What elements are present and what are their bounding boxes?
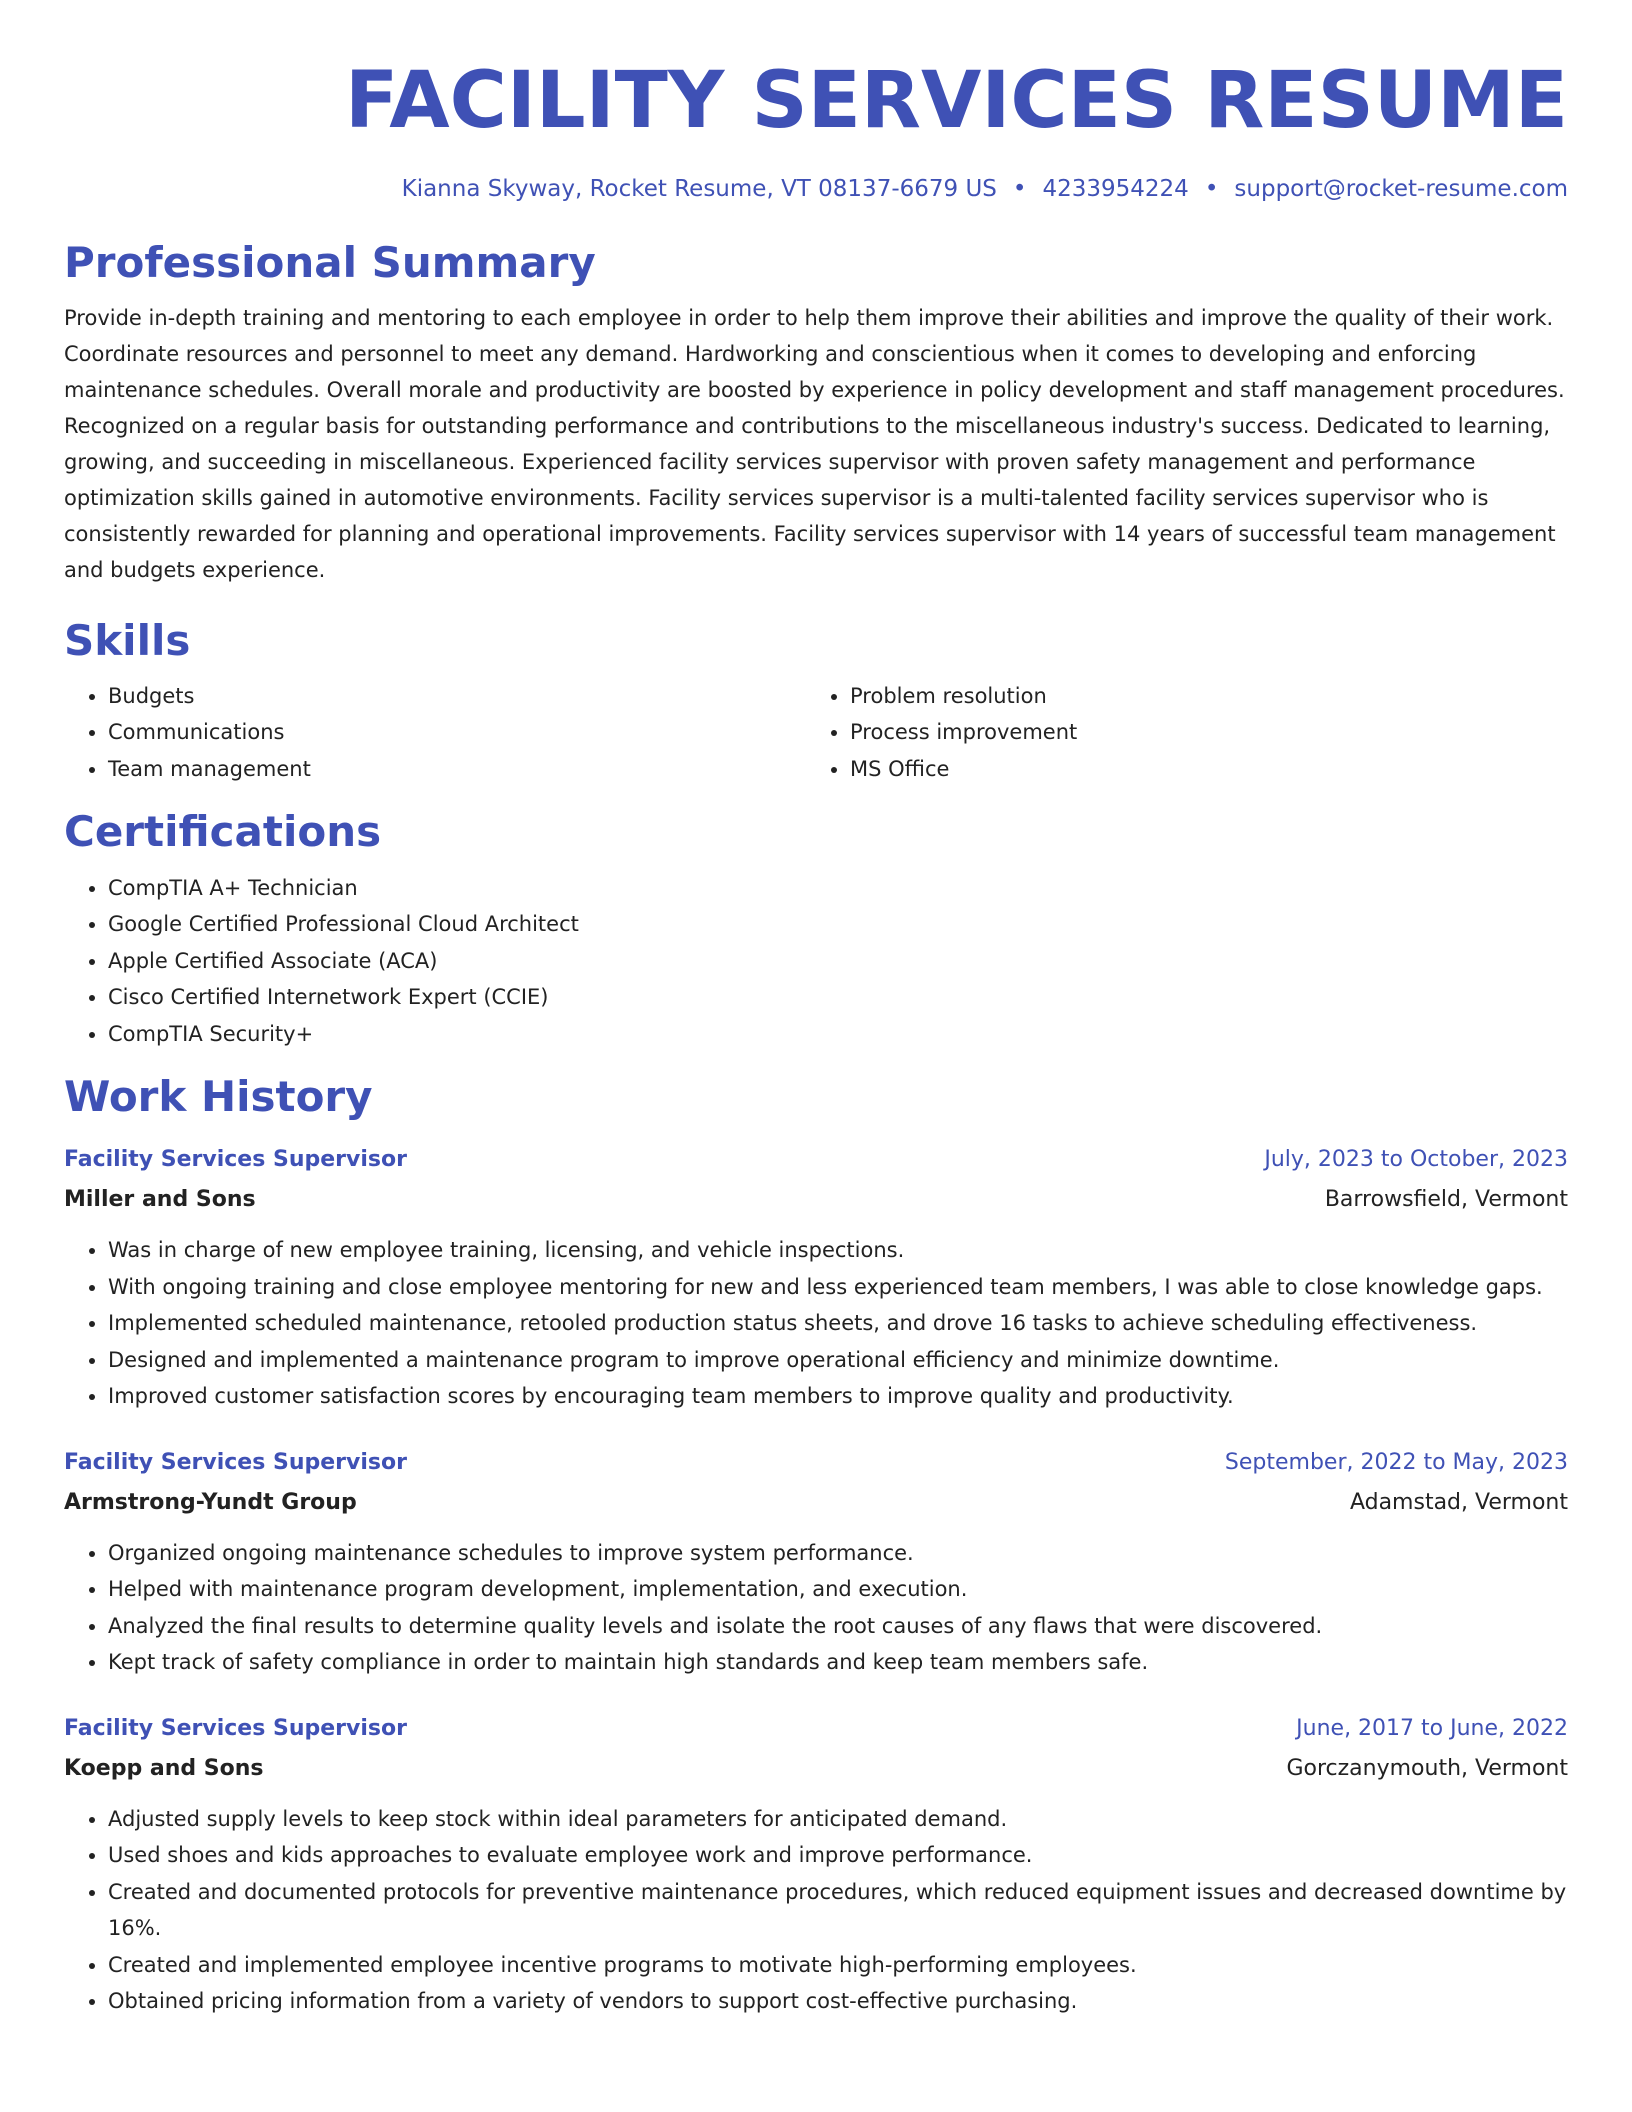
job-header-row	[64, 1140, 1568, 1180]
skill-item: • Problem resolution	[850, 678, 1548, 715]
skill-item: • Communications	[108, 714, 806, 751]
skills-column-right	[806, 678, 1548, 788]
contact-address: Kianna Skyway, Rocket Resume, VT 08137-6679 US	[401, 176, 997, 202]
skills-column-left	[64, 678, 806, 788]
job-entry	[64, 1443, 1568, 1681]
certifications-bullets	[64, 870, 1568, 1053]
job-bullet: • Analyzed the final results to determine quality levels and isolate the root causes of any flaws that were discovered.	[108, 1608, 1568, 1645]
contact-phone: 4233954224	[1042, 176, 1189, 202]
skill-item: • Budgets	[108, 678, 806, 715]
job-bullet: • Obtained pricing information from a variety of vendors to support cost-effective purchasing.	[108, 1983, 1568, 2020]
job-bullet: • Helped with maintenance program development, implementation, and execution.	[108, 1571, 1568, 1608]
job-bullet: • Was in charge of new employee training, licensing, and vehicle inspections.	[108, 1232, 1568, 1269]
job-company-row	[64, 1749, 1568, 1789]
skill-item: • MS Office	[850, 751, 1548, 788]
summary-heading: Professional Summary	[64, 237, 596, 287]
job-entry	[64, 1709, 1568, 2020]
certification-item: • Apple Certified Associate (ACA)	[108, 943, 1568, 980]
certification-item: • Google Certified Professional Cloud Architect	[108, 906, 1568, 943]
job-bullets	[64, 1535, 1568, 1681]
job-bullet: • Created and documented protocols for preventive maintenance procedures, which reduced equipment issues and decreased downtime by 16%.	[108, 1874, 1568, 1947]
work-history-heading: Work History	[64, 1072, 373, 1122]
job-bullet: • Kept track of safety compliance in order to maintain high standards and keep team members safe.	[108, 1644, 1568, 1681]
skills-heading: Skills	[64, 615, 191, 665]
skill-item: • Process improvement	[850, 714, 1548, 751]
certifications-heading: Certifications	[64, 807, 382, 857]
job-header-row	[64, 1443, 1568, 1483]
skills-list	[64, 678, 1568, 788]
job-location: Gorczanymouth, Vermont	[1286, 1755, 1568, 1781]
job-bullet: • Organized ongoing maintenance schedules to improve system performance.	[108, 1535, 1568, 1572]
job-company-row	[64, 1180, 1568, 1220]
job-dates: June, 2017 to June, 2022	[1296, 1715, 1568, 1741]
contact-separator: •	[1012, 176, 1027, 202]
job-bullet: • With ongoing training and close employee mentoring for new and less experienced team members, I was able to close knowledge gaps.	[108, 1269, 1568, 1306]
job-location: Barrowsfield, Vermont	[1324, 1187, 1568, 1213]
resume-page	[64, 0, 1568, 2020]
certification-item: • Cisco Certified Internetwork Expert (CCIE)	[108, 979, 1568, 1016]
job-bullets	[64, 1232, 1568, 1415]
job-location: Adamstad, Vermont	[1349, 1489, 1568, 1515]
job-company-row	[64, 1483, 1568, 1523]
job-company: Koepp and Sons	[64, 1755, 264, 1781]
job-title: Facility Services Supervisor	[64, 1449, 407, 1475]
job-bullets	[64, 1801, 1568, 2020]
certification-item: • CompTIA A+ Technician	[108, 870, 1568, 907]
certification-item: • CompTIA Security+	[108, 1016, 1568, 1053]
job-bullet: • Improved customer satisfaction scores by encouraging team members to improve quality and productivity.	[108, 1378, 1568, 1415]
job-company: Armstrong-Yundt Group	[64, 1489, 357, 1515]
job-entry	[64, 1140, 1568, 1415]
certifications-list	[64, 870, 1568, 1053]
contact-email: support@rocket-resume.com	[1234, 176, 1568, 202]
job-dates: July, 2023 to October, 2023	[1264, 1147, 1568, 1173]
job-bullet: • Created and implemented employee incentive programs to motivate high-performing employees.	[108, 1947, 1568, 1984]
job-bullet: • Implemented scheduled maintenance, retooled production status sheets, and drove 16 tasks to achieve scheduling effectiveness.	[108, 1305, 1568, 1342]
job-title: Facility Services Supervisor	[64, 1715, 407, 1741]
skill-item: • Team management	[108, 751, 806, 788]
contact-separator: •	[1204, 176, 1219, 202]
job-header-row	[64, 1709, 1568, 1749]
job-bullet: • Designed and implemented a maintenance program to improve operational efficiency and minimize downtime.	[108, 1342, 1568, 1379]
resume-title: FACILITY SERVICES RESUME	[344, 56, 1568, 146]
job-bullet: • Adjusted supply levels to keep stock within ideal parameters for anticipated demand.	[108, 1801, 1568, 1838]
job-dates: September, 2022 to May, 2023	[1224, 1449, 1568, 1475]
job-company: Miller and Sons	[64, 1187, 256, 1213]
job-title: Facility Services Supervisor	[64, 1147, 407, 1173]
contact-line	[64, 176, 1568, 204]
summary-text: Provide in-depth training and mentoring to each employee in order to help them improve their abilities and improve the quality of their work. Coordinate resources and personnel to meet any demand. Hardworking and conscientious when it comes to developing and enforcing maintenance schedules. Overall morale and productivity are boosted by experience in policy development and staff management procedures. Recognized on a regular basis for outstanding performance and contributions to the miscellaneous industry's success. Dedicated to learning, growing, and succeeding in miscellaneous. Experienced facility services supervisor with proven safety management and performance optimization skills gained in automotive environments. Facility services supervisor is a multi-talented facility services supervisor who is consistently rewarded for planning and operational improvements. Facility services supervisor with 14 years of successful team management and budgets experience.	[64, 305, 1565, 582]
job-bullet: • Used shoes and kids approaches to evaluate employee work and improve performance.	[108, 1837, 1568, 1874]
